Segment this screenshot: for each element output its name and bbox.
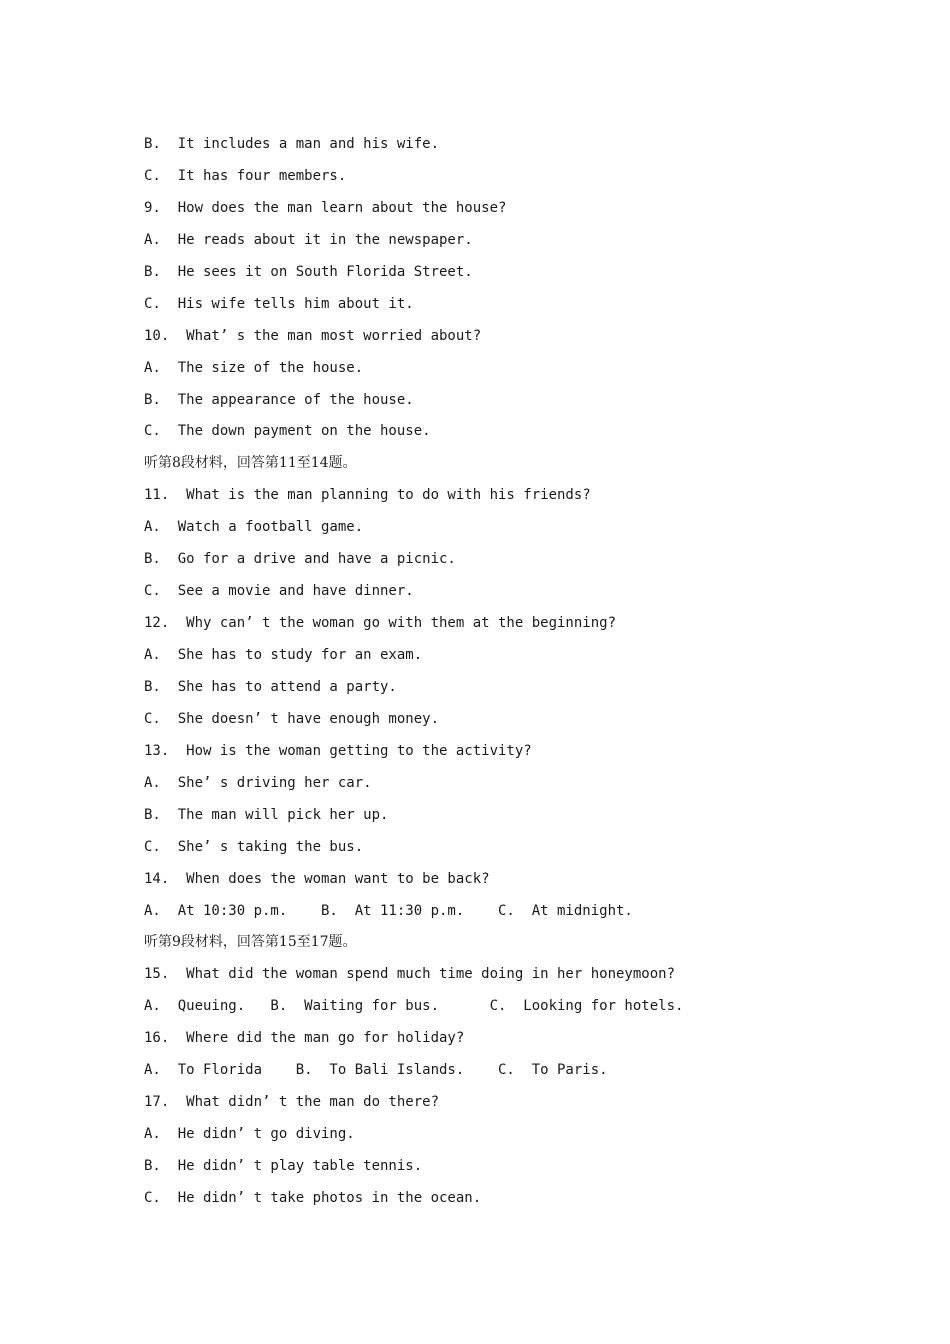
option-13b: B. The man will pick her up. <box>144 806 389 823</box>
option-13c: C. She’ s taking the bus. <box>144 838 364 855</box>
option-13a: A. She’ s driving her car. <box>144 774 372 791</box>
question-13: 13. How is the woman getting to the activity? <box>144 742 532 759</box>
options-16: A. To Florida B. To Bali Islands. C. To Paris. <box>144 1062 608 1079</box>
option-11b: B. Go for a drive and have a picnic. <box>144 551 456 568</box>
option-12a: A. She has to study for an exam. <box>144 647 423 663</box>
options-15: A. Queuing. B. Waiting for bus. C. Looking for hotels. <box>144 998 684 1015</box>
question-14: 14. When does the woman want to be back? <box>144 870 490 887</box>
option-9c: C. His wife tells him about it. <box>144 295 414 312</box>
question-9: 9. How does the man learn about the house? <box>144 199 507 216</box>
question-16: 16. Where did the man go for holiday? <box>144 1030 465 1047</box>
option-10a: A. The size of the house. <box>144 359 364 376</box>
question-12: 12. Why can’ t the woman go with them at the beginning? <box>144 615 617 632</box>
option-12b: B. She has to attend a party. <box>144 678 397 695</box>
exam-text-block <box>144 132 864 1218</box>
question-10: 10. What’ s the man most worried about? <box>144 327 482 344</box>
option-17c: C. He didn’ t take photos in the ocean. <box>144 1189 482 1206</box>
option-11c: C. See a movie and have dinner. <box>144 583 414 600</box>
question-15: 15. What did the woman spend much time doing in her honeymoon? <box>144 966 676 983</box>
option-8b: B. It includes a man and his wife. <box>144 136 440 152</box>
option-17b: B. He didn’ t play table tennis. <box>144 1158 423 1174</box>
option-11a: A. Watch a football game. <box>144 519 364 536</box>
option-12c: C. She doesn’ t have enough money. <box>144 710 440 727</box>
option-8c: C. It has four members. <box>144 167 347 184</box>
section-heading-9: 听第9段材料，回答第15至17题。 <box>144 934 357 951</box>
question-17: 17. What didn’ t the man do there? <box>144 1094 440 1111</box>
option-17a: A. He didn’ t go diving. <box>144 1126 355 1143</box>
question-11: 11. What is the man planning to do with his friends? <box>144 487 591 504</box>
options-14: A. At 10:30 p.m. B. At 11:30 p.m. C. At midnight. <box>144 902 633 919</box>
section-heading-8: 听第8段材料，回答第11至14题。 <box>144 455 357 472</box>
option-10b: B. The appearance of the house. <box>144 391 414 408</box>
option-9b: B. He sees it on South Florida Street. <box>144 263 473 280</box>
option-10c: C. The down payment on the house. <box>144 423 431 440</box>
option-9a: A. He reads about it in the newspaper. <box>144 231 473 248</box>
